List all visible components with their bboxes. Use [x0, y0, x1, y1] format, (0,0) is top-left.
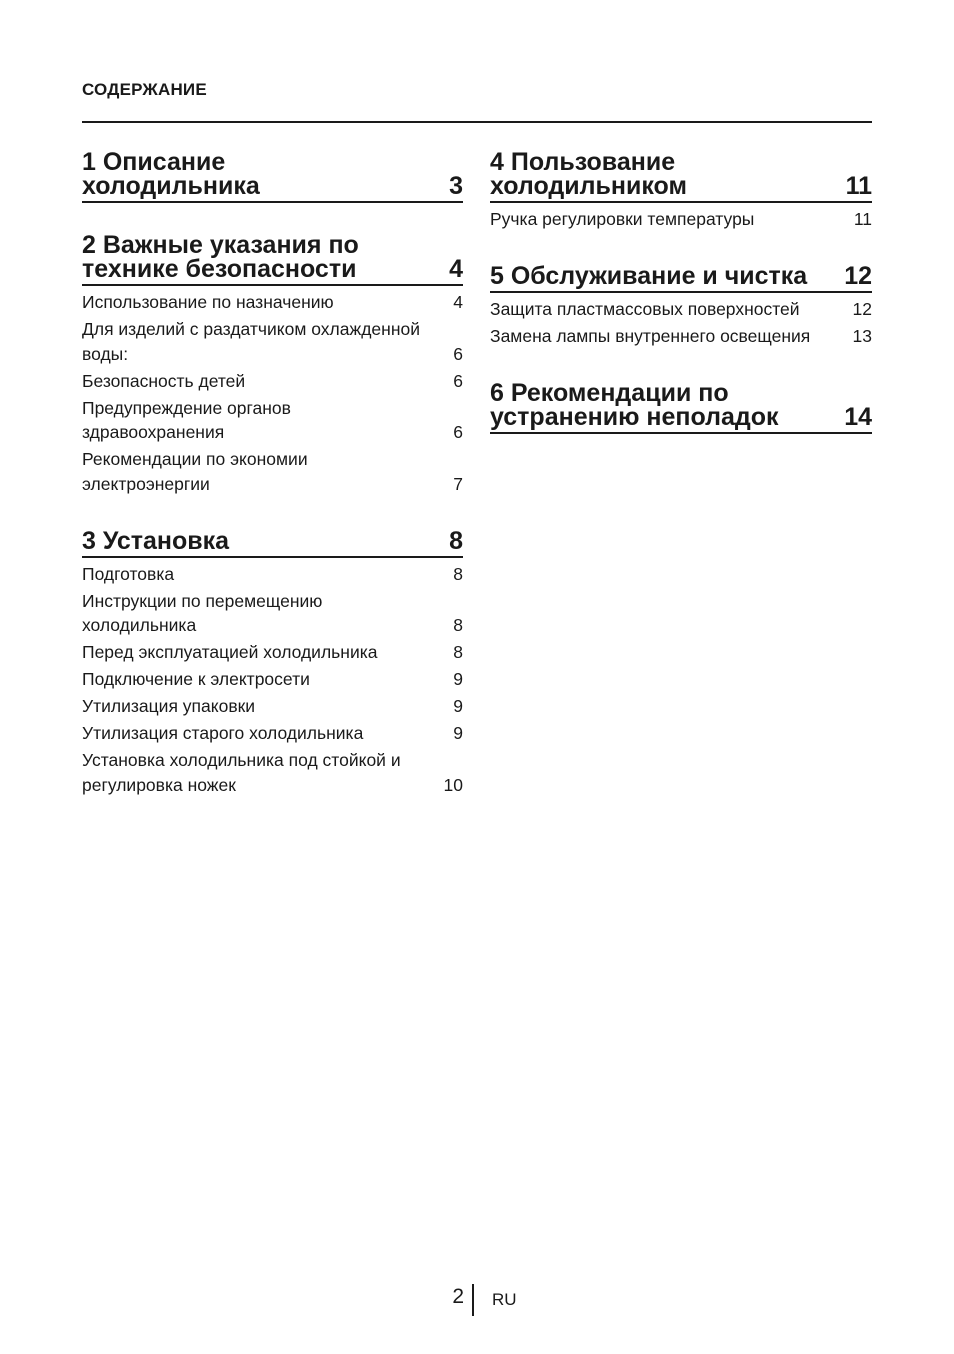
section-page-number: 12	[844, 262, 872, 290]
toc-left-column	[82, 150, 463, 830]
toc-entry[interactable]	[82, 317, 463, 369]
toc-entry-text: Подключение к электросети	[82, 669, 310, 689]
toc-entry-text: Замена лампы внутреннего освещения	[490, 326, 811, 346]
toc-entry-text: Перед эксплуатацией холодильника	[82, 642, 378, 662]
toc-entry[interactable]	[82, 396, 463, 448]
toc-section	[490, 264, 872, 351]
page-title: СОДЕРЖАНИЕ	[82, 80, 207, 99]
toc-entry-text: Инструкции по перемещению холодильника	[82, 590, 323, 635]
toc-entry-page: 8	[453, 615, 463, 635]
section-heading[interactable]	[82, 233, 463, 286]
toc-entry[interactable]	[490, 207, 872, 234]
toc-right-column	[490, 150, 872, 464]
toc-entry-text: Для изделий с раздатчиком охлажденной воды:	[82, 319, 420, 364]
toc-entry-page: 7	[453, 473, 463, 494]
toc-entry-page: 8	[453, 642, 463, 662]
toc-entry-page: 9	[453, 723, 463, 743]
header-divider	[82, 121, 872, 123]
section-title: 3 Установка	[82, 526, 230, 555]
toc-entry-text: Утилизация упаковки	[82, 696, 256, 716]
toc-entry[interactable]	[82, 694, 463, 721]
toc-entry-page: 11	[853, 209, 872, 229]
page-number: 2	[452, 1285, 464, 1308]
toc-entry[interactable]	[82, 562, 463, 589]
section-heading[interactable]	[490, 264, 872, 293]
toc-entry[interactable]	[82, 640, 463, 667]
section-title: 4 Пользование холодильником	[490, 148, 687, 200]
toc-entry[interactable]	[82, 721, 463, 748]
toc-entry-page: 13	[852, 326, 872, 346]
toc-entry[interactable]	[82, 447, 463, 499]
section-page-number: 3	[449, 172, 463, 200]
toc-entry-page: 12	[852, 299, 872, 319]
toc-entry[interactable]	[82, 748, 463, 800]
toc-entry[interactable]	[82, 589, 463, 641]
toc-entry-text: Установка холодильника под стойкой и регулировка ножек	[82, 750, 401, 795]
toc-entry-text: Защита пластмассовых поверхностей	[490, 299, 800, 319]
toc-entry-page: 9	[453, 669, 463, 689]
section-page-number: 14	[844, 403, 872, 431]
section-title: 6 Рекомендации по устранению неполадок	[490, 379, 779, 431]
section-heading[interactable]	[490, 381, 872, 434]
toc-entry-text: Утилизация старого холодильника	[82, 723, 364, 743]
section-heading[interactable]	[82, 526, 463, 558]
section-entries	[490, 297, 872, 351]
language-code: RU	[492, 1290, 517, 1309]
toc-entry-page: 6	[453, 422, 463, 442]
toc-entry[interactable]	[82, 369, 463, 396]
footer-separator	[472, 1284, 474, 1316]
toc-entry[interactable]	[490, 297, 872, 324]
toc-entry-page: 6	[453, 343, 463, 364]
section-title: 1 Описание холодильника	[82, 148, 260, 200]
page-footer	[0, 1284, 954, 1318]
toc-entry-page: 6	[453, 370, 463, 391]
toc-entry-text: Предупреждение органов здравоохранения	[82, 397, 291, 442]
toc-section	[490, 381, 872, 434]
section-heading[interactable]	[490, 150, 872, 203]
section-entries	[82, 562, 463, 800]
toc-entry[interactable]	[82, 667, 463, 694]
toc-section	[82, 526, 463, 800]
section-page-number: 8	[449, 526, 463, 555]
toc-section	[82, 150, 463, 203]
section-title: 2 Важные указания по технике безопасности	[82, 231, 359, 283]
toc-entry-text: Использование по назначению	[82, 292, 334, 312]
toc-entry-page: 10	[443, 774, 463, 795]
toc-entry[interactable]	[82, 290, 463, 317]
toc-entry[interactable]	[490, 324, 872, 351]
section-entries	[82, 290, 463, 499]
toc-entry-page: 9	[453, 696, 463, 716]
toc-entry-text: Подготовка	[82, 563, 175, 584]
toc-section	[490, 150, 872, 234]
toc-entry-page: 4	[453, 292, 463, 312]
section-title: 5 Обслуживание и чистка	[490, 262, 808, 290]
toc-entry-text: Рекомендации по экономии электроэнергии	[82, 449, 308, 494]
section-page-number: 11	[845, 172, 872, 200]
toc-entry-page: 8	[453, 563, 463, 584]
section-page-number: 4	[449, 255, 463, 283]
toc-entry-text: Безопасность детей	[82, 370, 246, 391]
toc-entry-text: Ручка регулировки температуры	[490, 209, 755, 229]
toc-section	[82, 233, 463, 499]
section-entries	[490, 207, 872, 234]
section-heading[interactable]	[82, 150, 463, 203]
